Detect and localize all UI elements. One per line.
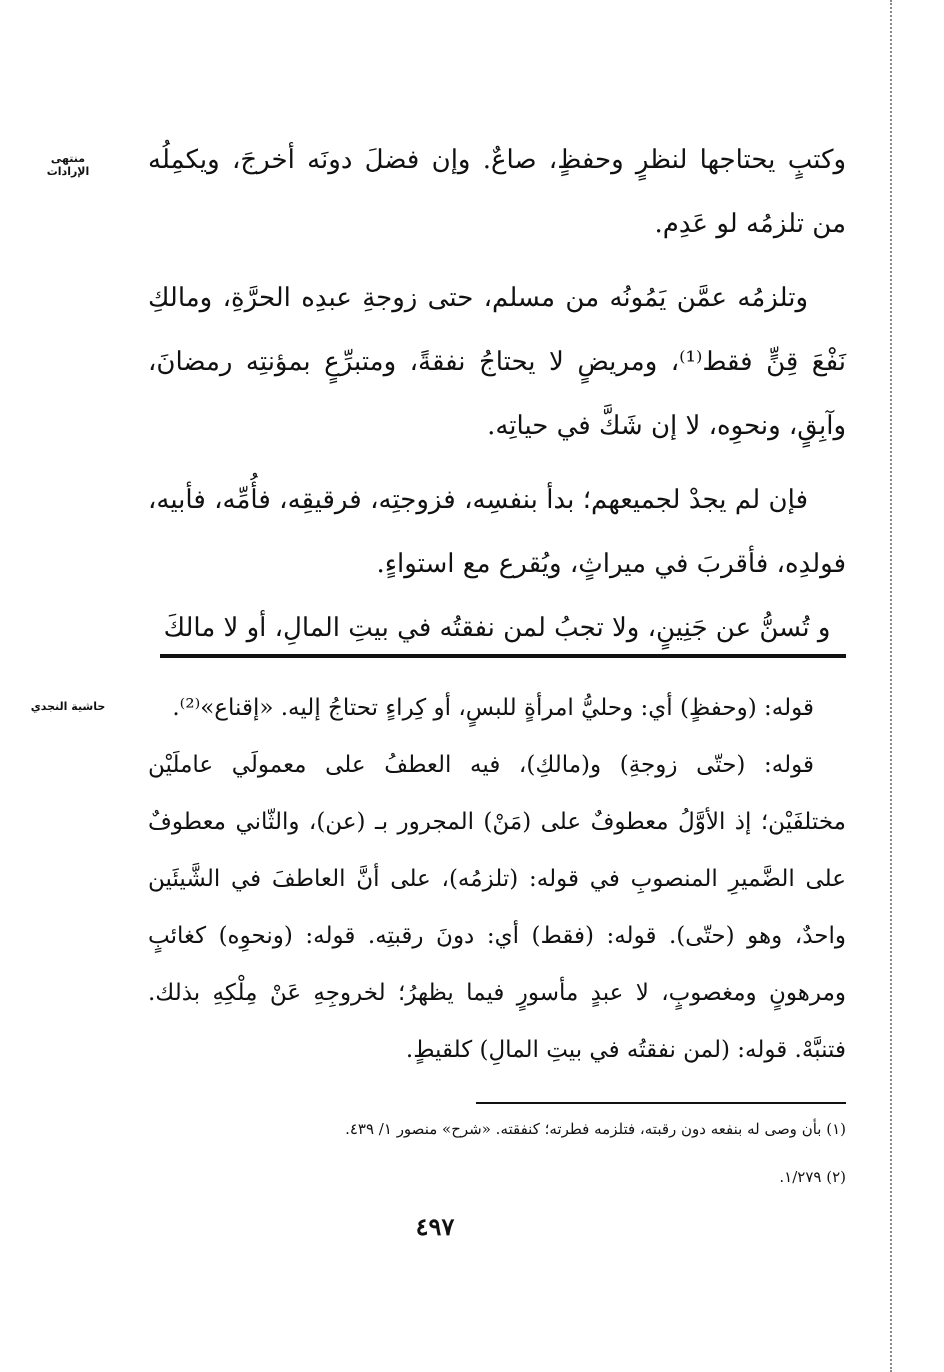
section-divider	[160, 654, 846, 658]
main-paragraph-2: وتلزمُه عمَّن يَمُونُه من مسلم، حتى زوجةِ عبدِه الحرَّةِ، ومالكِ نَفْعَ قِنٍّ فقط⁽¹⁾، ومريضٍ لا يحتاجُ نفقةً، ومتبرِّعٍ بمؤنتِه رمضانَ، وآبِقٍ، ونحوِه، لا إن شَكَّ في حياتِه.	[148, 283, 847, 441]
main-text-margin-label: منتهى الإرادات	[46, 152, 90, 178]
page-number: ٤٩٧	[415, 1212, 455, 1241]
commentary-paragraph-1: قوله: (وحفظٍ) أي: وحليُّ امرأةٍ للبسٍ، أو كِراءٍ تحتاجُ إليه. «إقناع»⁽²⁾.	[172, 695, 814, 721]
main-paragraph-3: فإن لم يجدْ لجميعهم؛ بدأ بنفسِه، فزوجتِه، فرقيقِه، فأُمِّه، فأبيه، فولدِه، فأقربَ في ميراثٍ، ويُقرع مع استواءٍ.	[148, 485, 846, 579]
main-paragraph-4: و تُسنُّ عن جَنِينٍ، ولا تجبُ لمن نفقتُه في بيتِ المالِ، أو لا مالكَ	[163, 613, 831, 643]
commentary-margin-label: حاشية النجدي	[30, 700, 106, 713]
commentary-block	[148, 680, 846, 1079]
footnote-1: (١) بأن وصى له بنفعه دون رقبته، فتلزمه فطرته؛ كنفقته. «شرح» منصور ١/ ٤٣٩.	[345, 1120, 846, 1138]
commentary-paragraph-2: قوله: (حتّى زوجةِ) و(مالكِ)، فيه العطفُ على معمولَي عاملَيْن مختلفَيْن؛ إذ الأوَّلُ معطوفٌ على (مَنْ) المجرور بـ (عن)، والثّاني معطوفٌ على الضَّميرِ المنصوبِ في قوله: (تلزمُه)، على أنَّ العاطفَ في الشَّيئَين واحدٌ، وهو (حتّى). قوله: (فقط) أي: دونَ رقبتِه. قوله: (ونحوِه) كغائبٍ ومرهونٍ ومغصوبٍ، لا عبدٍ مأسورٍ فيما يظهرُ؛ لخروجِهِ عَنْ مِلْكِهِ بذلك. فتنبَّهْ. قوله: (لمن نفقتُه في بيتِ المالِ) كلقيطٍ.	[148, 752, 846, 1063]
main-paragraph-1: وكتبٍ يحتاجها لنظرٍ وحفظٍ، صاعٌ. وإن فضلَ دونَه أخرجَ، ويكمِلُه من تلزمُه لو عَدِم.	[148, 145, 846, 239]
footnote-divider	[476, 1102, 846, 1104]
page-edge-dotted-line	[890, 0, 892, 1372]
main-text-block	[148, 128, 846, 660]
footnote-2: (٢) ١/٢٧٩.	[779, 1168, 846, 1186]
